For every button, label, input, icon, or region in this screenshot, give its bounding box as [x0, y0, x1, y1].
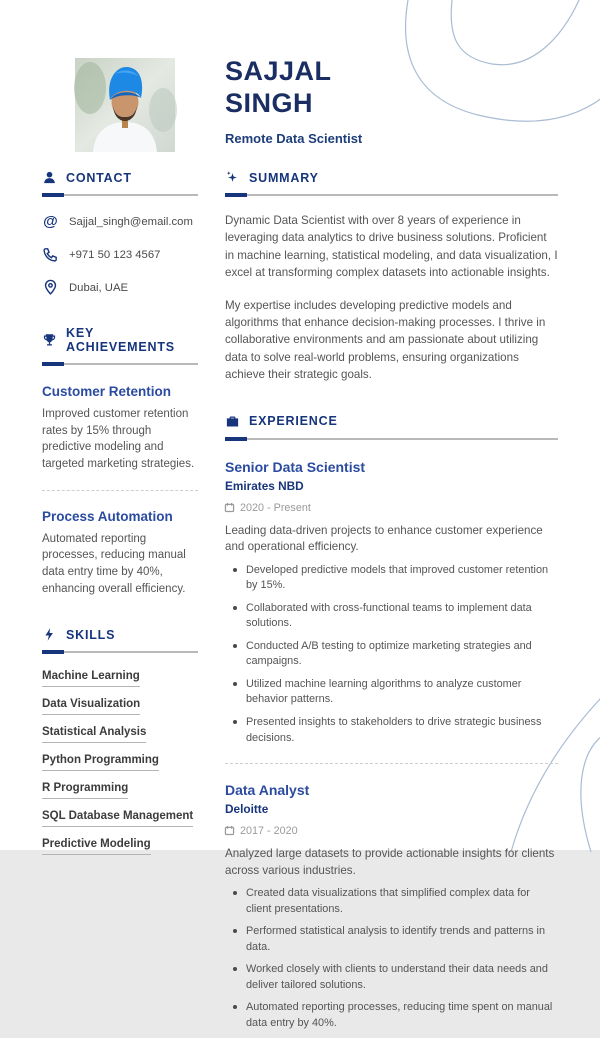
job-bullet-list	[225, 563, 558, 746]
job-bullet: Created data visualizations that simplified complex data for client presentations.	[225, 886, 558, 917]
dotted-divider	[225, 763, 558, 764]
skill-item: Statistical Analysis	[42, 726, 146, 743]
job-company: Emirates NBD	[225, 478, 304, 493]
job-position: Senior Data Scientist	[225, 458, 366, 475]
lightning-icon	[42, 627, 57, 642]
email-value: Sajjal_singh@email.com	[69, 215, 193, 228]
section-rule	[42, 362, 198, 366]
contact-item-email	[42, 213, 198, 230]
job-bullet: Performed statistical analysis to identify trends and patterns in data.	[225, 924, 558, 955]
job-position: Data Analyst	[225, 781, 310, 798]
calendar-icon	[225, 826, 234, 835]
skills-list	[42, 670, 198, 855]
achievement-title: Customer Retention	[42, 384, 172, 399]
trophy-icon	[42, 333, 57, 348]
bullet-dot	[233, 606, 237, 610]
bullet-dot	[233, 568, 237, 572]
achievement-title: Process Automation	[42, 508, 173, 524]
experience-section-header	[225, 414, 558, 429]
bullet-dot	[233, 891, 237, 895]
summary-section	[225, 170, 558, 384]
job-bullet: Utilized machine learning algorithms to analyze customer behavior patterns.	[225, 677, 558, 708]
experience-heading: EXPERIENCE	[249, 414, 338, 429]
job-company: Deloitte	[225, 801, 269, 816]
skill-item: Data Visualization	[42, 698, 140, 715]
at-icon: @	[43, 213, 58, 230]
phone-icon	[42, 246, 59, 263]
achievement-item	[42, 509, 198, 598]
skill-item: Machine Learning	[42, 670, 140, 687]
briefcase-icon	[225, 414, 240, 429]
job-bullet: Developed predictive models that improved customer retention by 15%.	[225, 563, 558, 594]
achievements-section-header	[42, 326, 198, 354]
summary-paragraph: Dynamic Data Scientist with over 8 years of experience in leveraging data analytics to drive business solutions. Proficient in machine learning, statistical modeling, and data visualization, I excel at transforming complex datasets into actionable insights.	[225, 214, 558, 280]
phone-value: +971 50 123 4567	[69, 248, 161, 261]
achievement-item	[42, 384, 198, 473]
skills-heading: SKILLS	[66, 627, 116, 642]
job-description: Analyzed large datasets to provide actionable insights for clients across various industries.	[225, 846, 555, 877]
job-bullet: Presented insights to stakeholders to drive strategic business decisions.	[225, 715, 558, 746]
bullet-dot	[233, 644, 237, 648]
profile-photo-illustration	[75, 58, 175, 152]
person-icon	[42, 170, 57, 185]
job-dates-row	[225, 502, 558, 514]
last-name: SINGH	[225, 87, 314, 118]
section-rule	[225, 437, 558, 441]
job-bullet: Collaborated with cross-functional teams to implement data solutions.	[225, 601, 558, 632]
job-bullet-list	[225, 886, 558, 1031]
summary-section-header	[225, 170, 558, 185]
header	[225, 56, 362, 146]
skill-item: Python Programming	[42, 754, 159, 771]
location-pin-icon	[42, 279, 59, 296]
bullet-dot	[233, 1005, 237, 1009]
contact-item-phone	[42, 246, 198, 263]
achievement-description: Automated reporting processes, reducing manual data entry time by 40%, enhancing overall efficiency.	[42, 532, 186, 595]
summary-paragraph: My expertise includes developing predictive models and algorithms that enhance decision-making processes. I thrive in collaborative environments and am passionate about utilizing data to solve real-world problems, ensuring organizations achieve their strategic goals.	[225, 298, 546, 382]
job-title: Remote Data Scientist	[225, 130, 363, 146]
section-rule	[42, 650, 198, 654]
contact-section-header	[42, 170, 198, 185]
job-dates: 2020 - Present	[240, 501, 311, 514]
dotted-divider	[42, 490, 198, 491]
achievement-description: Improved customer retention rates by 15% through predictive modeling and targeted marketing strategies.	[42, 408, 195, 471]
job-dates: 2017 - 2020	[240, 824, 298, 837]
section-rule	[225, 193, 558, 197]
main-column	[225, 170, 558, 1038]
skills-section-header	[42, 627, 198, 642]
bullet-dot	[233, 682, 237, 686]
job-bullet: Worked closely with clients to understand their data needs and deliver tailored solutions.	[225, 962, 558, 993]
job-bullet: Automated reporting processes, reducing time spent on manual data entry by 40%.	[225, 1000, 558, 1031]
achievements-heading: KEY ACHIEVEMENTS	[66, 326, 175, 354]
summary-heading: SUMMARY	[249, 170, 319, 185]
sparkles-icon	[225, 170, 240, 185]
bullet-dot	[233, 720, 237, 724]
contact-heading: CONTACT	[66, 170, 132, 185]
sidebar	[42, 170, 198, 855]
bullet-dot	[233, 929, 237, 933]
experience-entry	[225, 459, 558, 746]
skill-item: SQL Database Management	[42, 810, 193, 827]
calendar-icon	[225, 503, 234, 512]
skill-item: Predictive Modeling	[42, 838, 151, 855]
contact-section	[42, 170, 198, 296]
bullet-dot	[233, 967, 237, 971]
first-name: SAJJAL	[225, 56, 332, 86]
experience-entry	[225, 782, 558, 1031]
contact-item-location	[42, 279, 198, 296]
job-dates-row	[225, 825, 558, 837]
job-bullet: Conducted A/B testing to optimize marketing strategies and campaigns.	[225, 639, 558, 670]
section-rule	[42, 193, 198, 197]
skills-section	[42, 627, 198, 855]
job-description: Leading data-driven projects to enhance customer experience and operational efficiency.	[225, 523, 543, 554]
profile-photo	[75, 58, 175, 152]
location-value: Dubai, UAE	[69, 281, 129, 294]
achievements-section	[42, 326, 198, 597]
experience-section	[225, 414, 558, 1031]
skill-item: R Programming	[42, 782, 128, 799]
